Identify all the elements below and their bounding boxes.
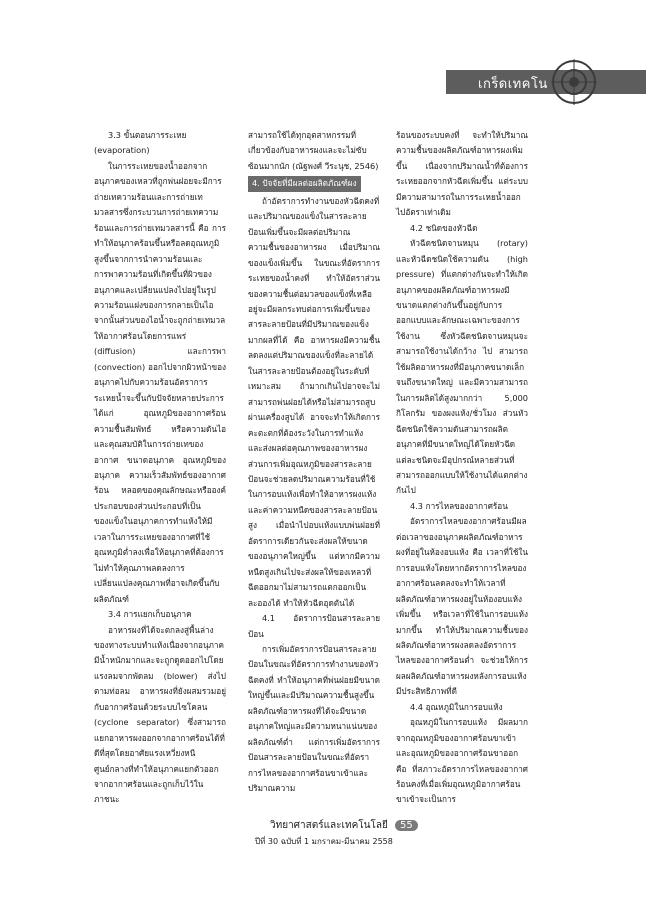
paragraph: ถ้าอัตราการทำงานของหัวฉีดคงที่และปริมาณของแข็งในสารละลายป้อนเพิ่มขึ้นจะมีผลต่อปริมาณความชื้นของอาหารผง เมื่อปริมาณของแข็งเพิ่มขึ้น ในขณะที่อัตราการระเหยของน้ำคงที่ ทำให้อัตราส่วนของความชื้นต่อมวลของแข็งที่เหลืออยู่จะมีผลกระทบต่อการเพิ่มขึ้นของสารละลายป้อนที่มีปริมาณของแข็งมากผลที่ได้ คือ อาหารผงมีความชื้นลดลงแต่ปริมาณของแข็งที่ละลายได้ในสารละลายป้อนต้องอยู่ในระดับที่เหมาะสม ถ้ามากเกินไปอาจจะไม่สามารถพ่นฝอยได้หรือไม่สามารถสูบผ่านเครื่องสูบได้ อาจจะทำให้เกิดการ คะตะตกที่ต้องระวังในการทำแห้ง และส่งผลต่อคุณภาพของอาหารผง ส่วนการเพิ่มอุณหภูมิของสารละลายป้อนจะช่วยลดปริมาณความร้อนที่ใช้ในการอบแห้งเพื่อทำให้อาหารผงแห้งและค่าความหนืดของสารละลายป้อนสูง เมื่อนำไปอบแห้งแบบพ่นฝอยที่อัตราการเดียวกันจะส่งผลให้ขนาดของอนุภาคใหญ่ขึ้น แต่หากมีความหนืดสูงเกินไปจะส่งผลให้ของเหลวที่ฉีดออกมาไม่สามารถแตกออกเป็นละอองได้ ทำให้หัวฉีดอุดตันได้: [248, 195, 380, 608]
target-logo-icon: [551, 59, 597, 105]
paragraph: สามารถใช้ได้ทุกอุตสาหกรรมที่เกี่ยวข้องกับอาหารผงและจะไม่ซับซ้อนมากนัก (ณัฐพงศ์ วีระนุช, 2546): [248, 130, 379, 171]
paragraph: อัตราการไหลของอากาศร้อนมีผลต่อเวลาของอนุภาคผลิตภัณฑ์อาหารผงที่อยู่ในห้องอบแห้ง คือ เวลาที่ใช้ในการอบแห้งโดยหากอัตราการไหลของอากาศร้อนลดลงจะทำให้เวลาที่ผลิตภัณฑ์อาหารผงอยู่ในห้องอบแห้งเพิ่มขึ้น หรือเวลาที่ใช้ในการอบแห้งมากขึ้น ทำให้ปริมาณความชื้นของผลิตภัณฑ์อาหารผงลดลงอัตราการไหลของอากาศร้อนต่ำ จะช่วยให้การผลผลิตภัณฑ์อาหารผงหลังการอบแห้งมีประสิทธิภาพที่ดี: [396, 516, 528, 697]
footer-journal: [270, 818, 418, 833]
heading-evaporation-en: (evaporation): [94, 145, 150, 156]
paragraph: ในการระเหยของน้ำออกจากอนุภาคของเหลวที่ถูกพ่นฝอยจะมีการถ่ายเทความร้อนและการถ่ายเทมวลสารซึ่งกระบวนการถ่ายเทความร้อนและการถ่ายเทมวลสารนี้ คือ การทำให้อนุภาคร้อนขึ้นหรือลดอุณหภูมิสูงขึ้นจากการนำความร้อนและการพาความร้อนที่เกิดขึ้นที่ผิวของอนุภาคและเปลี่ยนแปลงไปอยู่ในรูปความร้อนแฝงของการกลายเป็นไอจากนั้นส่วนของไอน้ำจะถูกถ่ายเทมวลให้อากาศร้อนโดยการแพร่ (diffusion) และการพา (convection) ออกไปจากผิวหน้าของอนุภาคไปกับความร้อนอัตราการระเหยน้ำจะขึ้นกับปัจจัยหลายประการ ได้แก่ อุณหภูมิของอากาศร้อนความชื้นสัมพัทธ์ หรือความดันไอ และคุณสมบัติในการถ่ายเทของอากาศ ขนาดอนุภาค อุณหภูมิของอนุภาค ความเร็วสัมพัทธ์ของอากาศร้อน หลอดของคุณลักษณะหรือองค์ประกอบของส่วนประกอบที่เป็นของแข็งในอนุภาคการทำแห้งให้มีเวลาในการระเหยของอากาศที่ใช้อุณหภูมิต่ำลงเพื่อให้อนุภาคที่ต้องการ ไม่ทำให้คุณภาพลดลงการเปลี่ยนแปลงคุณภาพที่อาจเกิดขึ้นกับผลิตภัณฑ์: [94, 160, 226, 604]
journal-name: วิทยาศาสตร์และเทคโนโลยี: [270, 820, 388, 831]
column-1: [94, 128, 226, 808]
subheading-feed-rate: 4.1 อัตราการป้อนสารละลายป้อน: [248, 613, 380, 639]
column-2: [248, 128, 380, 796]
paragraph: การเพิ่มอัตราการป้อนสารละลายป้อนในขณะที่อัตราการทำงานของหัวฉีดคงที่ ทำให้อนุภาคที่พ่นฝอยมีขนาดใหญ่ขึ้นและมีปริมาณความชื้นสูงขึ้น ผลิตภัณฑ์อาหารผงที่ได้จะมีขนาดอนุภาคใหญ่และมีความหนาแน่นของผลิตภัณฑ์ต่ำ แต่การเพิ่มอัตราการป้อนสารละลายป้อนในขณะที่อัตราการไหลของอากาศร้อนขาเข้าและปริมาณความ: [248, 643, 380, 794]
paragraph: หัวฉีดชนิดจานหมุน (rotary) และหัวฉีดชนิดใช้ความดัน (high pressure) ที่แตกต่างกันจะทำให้เกิดอนุภาคของผลิตภัณฑ์อาหารผงมีขนาดแตกต่างกันขึ้นอยู่กับการออกแบบและลักษณะเฉพาะของการใช้งาน ซึ่งหัวฉีดชนิดจานหมุนจะสามารถใช้งานได้กว้าง ไป สามารถใช้ผลิตอาหารผงที่มีอนุภาคขนาดเล็กจนถึงขนาดใหญ่ และมีความสามารถในการผลิตได้สูงมากกว่า 5,000 กิโลกรัม ของผงแห้ง/ชั่วโมง ส่วนหัวฉีดชนิดใช้ความดันสามารถผลิตอนุภาคที่มีขนาดใหญ่ได้โดยหัวฉีดแต่ละชนิดจะมีอุปกรณ์หลายส่วนที่สามารถออกแบบให้ใช้งานได้แตกต่างกันไป: [396, 238, 528, 496]
subheading-collection: 3.4 การแยกเก็บอนุภาค: [108, 609, 192, 620]
column-3: [396, 128, 528, 808]
subheading-temperature: 4.4 อุณหภูมิในการอบแห้ง: [410, 701, 503, 712]
section-title: เกร็ดเทคโน: [478, 77, 548, 92]
paragraph: ร้อนของระบบคงที่ จะทำให้ปริมาณความชื้นของผลิตภัณฑ์อาหารผงเพิ่มขึ้น เนื่องจากปริมาณน้ำที่ต้องการระเหยออกจากหัวฉีดเพิ่มขึ้น แต่ระบบมีความสามารถในการระเหยน้ำออกไปอัตราเท่าเดิม: [396, 130, 528, 218]
page-number: 55: [395, 820, 418, 831]
heading-evaporation: 3.3 ขั้นตอนการระเหย: [108, 130, 187, 140]
subheading-nozzle: 4.2 ชนิดของหัวฉีด: [410, 222, 478, 233]
section-heading-box: 4. ปัจจัยที่มีผลต่อผลิตภัณฑ์ผง: [248, 176, 361, 191]
paragraph: อาหารผงที่ได้จะตกลงสู่พื้นล่างของทางระบบทำแห้งเนื่องจากอนุภาคมีน้ำหนักมากและจะถูกดูดออกไปโดยแรงลมจากพัดลม (blower) ส่งไปตามท่อลม อาหารผงที่ยังผสมรวมอยู่กับอากาศร้อนด้วยระบบไซโคลน (cyclone separator) ซึ่งสามารถแยกอาหารผงออกจากอากาศร้อนได้ที่ดีที่สุดโดยอาศัยแรงเหวี่ยงหนีศูนย์กลางที่ทำให้อนุภาคแยกตัวออกจากอากาศร้อนและถูกเก็บไว้ในภาชนะ: [94, 624, 226, 805]
subheading-airflow: 4.3 การไหลของอากาศร้อน: [410, 500, 508, 511]
footer-issue: ปีที่ 30 ฉบับที่ 1 มกราคม-มีนาคม 2558: [255, 837, 393, 846]
paragraph: อุณหภูมิในการอบแห้ง มีผลมากจากอุณหภูมิของอากาศร้อนขาเข้าและอุณหภูมิของอากาศร้อนขาออก คือ ที่สภาวะอัตราการไหลของอากาศร้อนคงที่เมื่อเพิ่มอุณหภูมิอากาศร้อนขาเข้าจะเป็นการ: [396, 717, 528, 805]
